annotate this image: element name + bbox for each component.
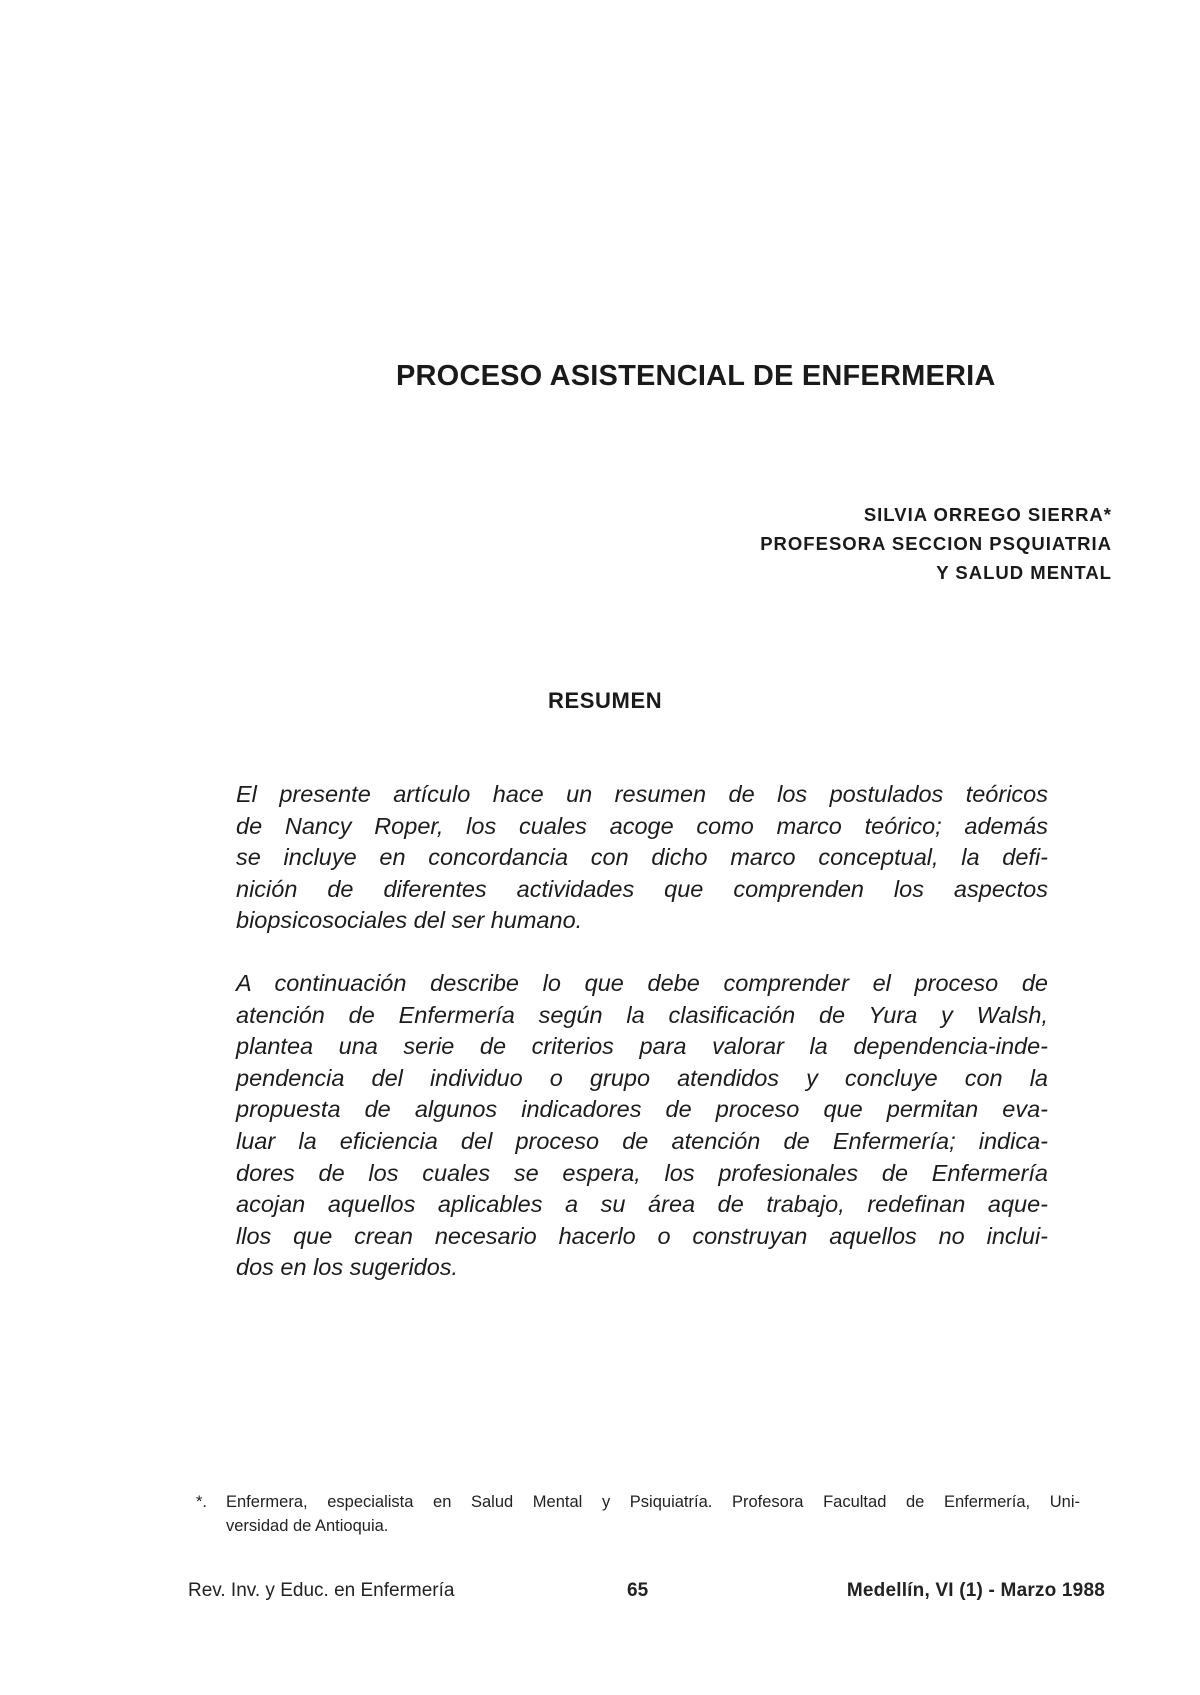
abstract-line: propuesta de algunos indicadores de proceso que permitan eva-	[236, 1096, 1048, 1123]
footer-page-number: 65	[627, 1580, 649, 1601]
footer-issue: Medellín, VI (1) - Marzo 1988	[846, 1580, 1105, 1601]
footnote-text	[226, 1490, 1080, 1538]
abstract-heading: RESUMEN	[548, 688, 663, 713]
abstract-line: biopsicosociales del ser humano.	[236, 907, 583, 934]
abstract-line: se incluye en concordancia con dicho marco conceptual, la defi-	[236, 844, 1048, 871]
footnote-line: versidad de Antioquia.	[226, 1517, 389, 1535]
abstract-line: dos en los sugeridos.	[236, 1254, 459, 1281]
abstract-line: El presente artículo hace un resumen de los postulados teóricos	[236, 781, 1048, 807]
abstract-line: dores de los cuales se espera, los profesionales de Enfermería	[236, 1159, 1048, 1186]
abstract-paragraph-2	[236, 968, 1048, 1284]
abstract-line: llos que crean necesario hacerlo o construyan aquellos no inclui-	[236, 1222, 1048, 1249]
abstract-line: luar la eficiencia del proceso de atención de Enfermería; indica-	[236, 1127, 1048, 1154]
author-block	[760, 500, 1112, 587]
abstract-line: acojan aquellos aplicables a su área de trabajo, redefinan aque-	[236, 1191, 1048, 1218]
abstract-line: pendencia del individuo o grupo atendidos y concluye con la	[236, 1064, 1048, 1091]
abstract-paragraph-1	[236, 779, 1048, 937]
abstract-line: nición de diferentes actividades que comprenden los aspectos	[236, 875, 1048, 902]
footnote-line: Enfermera, especialista en Salud Mental y Psiquiatría. Profesora Facultad de Enfermería, Uni-	[226, 1493, 1080, 1511]
abstract-line: plantea una serie de criterios para valorar la dependencia-inde-	[236, 1033, 1048, 1060]
footer-journal: Rev. Inv. y Educ. en Enfermería	[188, 1580, 455, 1601]
article-title: PROCESO ASISTENCIAL DE ENFERMERIA	[396, 360, 996, 392]
abstract-line: A continuación describe lo que debe comprender el proceso de	[236, 970, 1048, 996]
abstract-line: atención de Enfermería según la clasificación de Yura y Walsh,	[236, 1001, 1048, 1028]
abstract-line: de Nancy Roper, los cuales acoge como marco teórico; además	[236, 812, 1048, 839]
author-position-line-2: Y SALUD MENTAL	[936, 562, 1112, 583]
author-position-line-1: PROFESORA SECCION PSQUIATRIA	[760, 533, 1112, 554]
author-name: SILVIA ORREGO SIERRA*	[863, 504, 1112, 525]
footnote-mark: *.	[196, 1493, 208, 1511]
